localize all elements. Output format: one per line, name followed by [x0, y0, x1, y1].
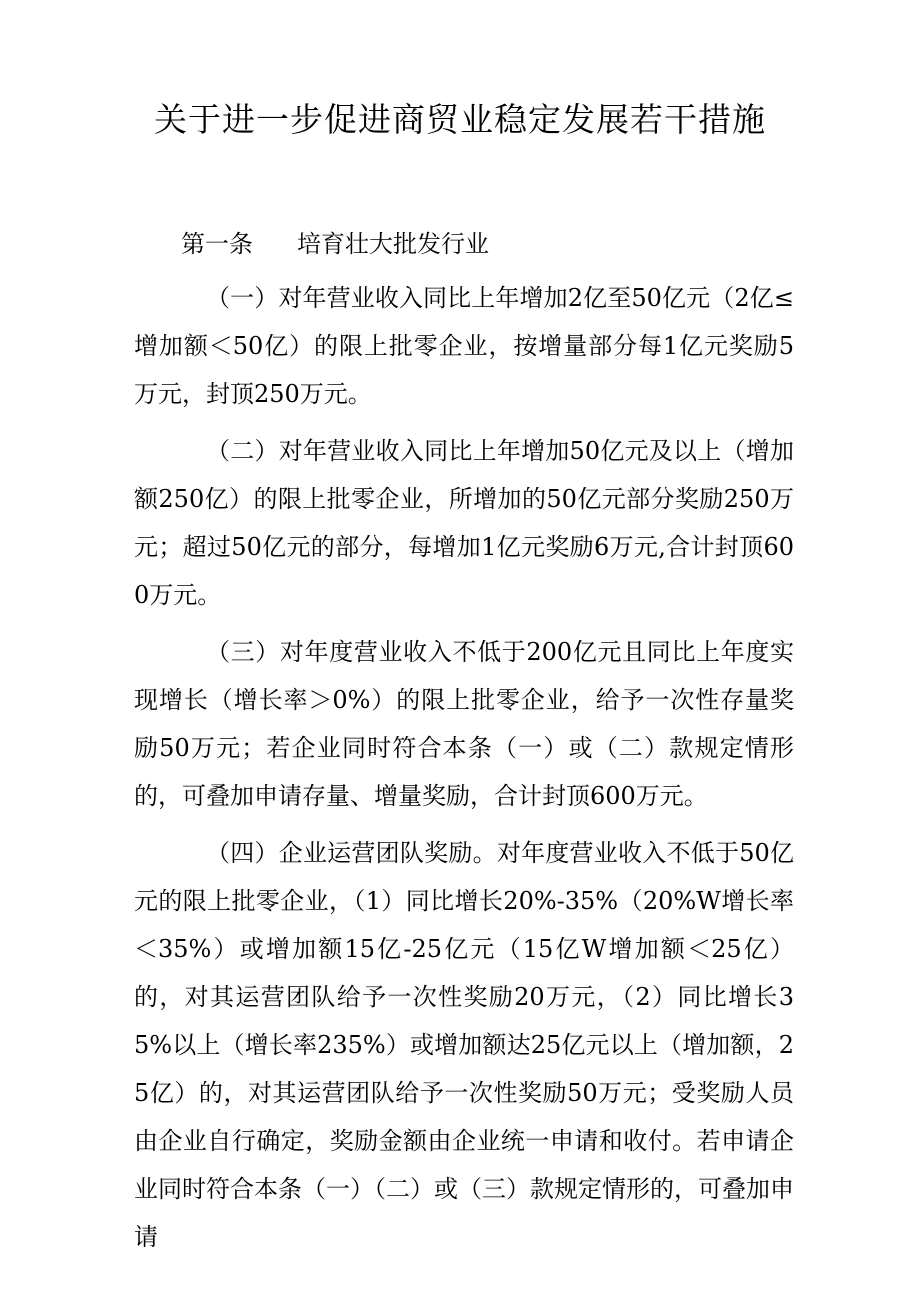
paragraph-4: （四）企业运营团队奖励。对年度营业收入不低于50亿元的限上批零企业，（1）同比增长20%-35%（20%W增长率＜35%）或增加额15亿-25亿元（15亿W增加额＜25亿）的，对其运营团队给予一次性奖励20万元，（2）同比增长35%以上（增长率235%）或增加额达25亿元以上（增加额，25亿）的，对其运营团队给予一次性奖励50万元；受奖励人员由企业自行确定，奖励金额由企业统一申请和收付。若申请企业同时符合本条（一）（二）或（三）款规定情形的，可叠加申请: [134, 839, 794, 1251]
article-number: 第一条: [181, 230, 253, 258]
paragraph-3: （三）对年度营业收入不低于200亿元且同比上年度实现增长（增长率＞0%）的限上批零企业，给予一次性存量奖励50万元；若企业同时符合本条（一）或（二）款规定情形的，可叠加申请存量、增量奖励，合计封顶600万元。: [134, 638, 794, 810]
paragraph-2: （二）对年营业收入同比上年增加50亿元及以上（增加额250亿）的限上批零企业，所增加的50亿元部分奖励250万元；超过50亿元的部分，每增加1亿元奖励6万元,合计封顶600万元。: [134, 437, 794, 609]
article-heading: [181, 226, 489, 262]
article-title: 培育壮大批发行业: [297, 230, 489, 258]
paragraph-1: （一）对年营业收入同比上年增加2亿至50亿元（2亿≤增加额＜50亿）的限上批零企业，按增量部分每1亿元奖励5万元，封顶250万元。: [134, 284, 794, 408]
document-body: [134, 274, 794, 1270]
document-title: 关于进一步促进商贸业稳定发展若干措施: [154, 100, 766, 139]
